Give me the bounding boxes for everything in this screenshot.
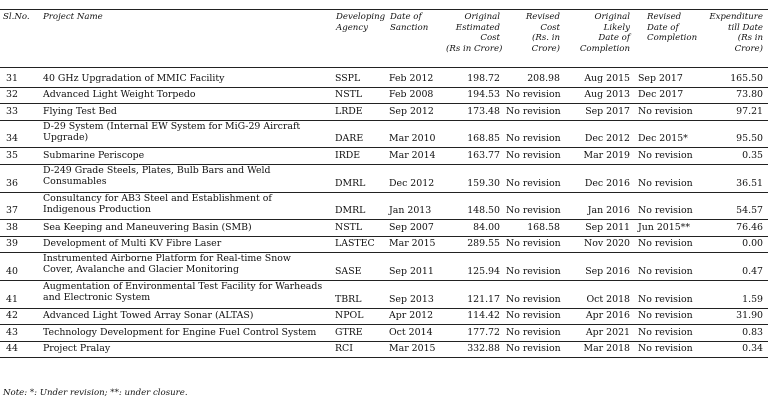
row-agency: SASE xyxy=(335,266,362,277)
row-orig-completion: Sep 2011 xyxy=(585,221,630,233)
row-revised-cost: 208.98 xyxy=(527,72,560,84)
row-revised-cost: No revision xyxy=(506,105,561,117)
row-sanction: Dec 2012 xyxy=(389,177,435,189)
row-agency: TBRL xyxy=(335,293,362,305)
row-project-name: Advanced Light Weight Torpedo xyxy=(43,89,196,101)
row-expenditure: 0.34 xyxy=(742,343,763,355)
row-expenditure: 97.21 xyxy=(736,105,763,117)
row-sl-no: 35 xyxy=(6,150,18,161)
row-revised-completion: No revision xyxy=(638,205,693,217)
header-original-likely-date-of-completion: Likely xyxy=(603,22,630,33)
header-original-estimated-cost: Original xyxy=(464,12,500,22)
header-date-of-sanction: Date of xyxy=(390,12,422,22)
header-expenditure-till-date: Crore) xyxy=(734,43,763,54)
header-expenditure-till-date: (Rs in xyxy=(737,33,763,44)
row-agency: DMRL xyxy=(335,177,366,189)
row-orig-cost: 84.00 xyxy=(473,221,500,233)
row-project-name: Augmentation of Environmental Test Facility for Warheads xyxy=(43,281,323,292)
header-original-likely-date-of-completion: Date of xyxy=(598,33,630,44)
row-revised-cost: No revision xyxy=(506,89,561,101)
row-expenditure: 36.51 xyxy=(736,177,763,189)
row-revised-completion: No revision xyxy=(638,238,693,250)
row-expenditure: 76.46 xyxy=(736,221,763,233)
header-revised-cost: Cost xyxy=(540,22,560,33)
row-revised-completion: No revision xyxy=(638,343,693,355)
header-revised-cost: Revised xyxy=(525,12,560,22)
row-agency: SSPL xyxy=(335,72,361,84)
row-orig-completion: Mar 2018 xyxy=(583,343,630,355)
row-orig-cost: 177.72 xyxy=(467,326,500,338)
row-orig-completion: Apr 2021 xyxy=(585,326,630,338)
row-orig-cost: 332.88 xyxy=(467,343,500,355)
row-sl-no: 33 xyxy=(6,105,18,117)
row-orig-cost: 289.55 xyxy=(467,238,500,250)
row-project-name: Flying Test Bed xyxy=(43,105,117,117)
row-orig-completion: Jan 2016 xyxy=(587,205,630,217)
row-rule xyxy=(0,324,768,325)
row-sanction: Feb 2008 xyxy=(389,89,434,101)
header-revised-date-of-completion: Revised xyxy=(647,12,682,22)
row-sanction: Feb 2012 xyxy=(389,72,434,84)
row-sanction: Oct 2014 xyxy=(389,326,433,338)
row-revised-cost: No revision xyxy=(506,177,561,189)
row-revised-cost: No revision xyxy=(506,133,561,145)
row-orig-cost: 148.50 xyxy=(467,205,500,217)
row-revised-completion: Sep 2017 xyxy=(638,72,683,84)
row-expenditure: 0.83 xyxy=(742,326,763,338)
row-revised-cost: No revision xyxy=(506,266,561,277)
row-revised-cost: No revision xyxy=(506,310,561,322)
row-expenditure: 73.80 xyxy=(736,89,763,101)
row-revised-cost: 168.58 xyxy=(527,221,560,233)
row-sl-no: 40 xyxy=(6,266,18,277)
header-developing-agency: Developing xyxy=(336,12,386,22)
row-rule xyxy=(0,103,768,104)
header-expenditure-till-date: till Date xyxy=(728,22,763,33)
row-orig-completion: Oct 2018 xyxy=(586,293,630,305)
row-project-name: Project Pralay xyxy=(43,343,111,355)
row-rule xyxy=(0,219,768,220)
row-project-name: Consumables xyxy=(43,176,107,187)
row-agency: NPOL xyxy=(335,310,364,322)
table-note: Note: *: Under revision; **: under closure. xyxy=(3,388,188,398)
header-original-estimated-cost: Cost xyxy=(480,33,500,44)
row-project-name: and Electronic System xyxy=(43,292,151,303)
row-revised-completion: No revision xyxy=(638,326,693,338)
row-sanction: Apr 2012 xyxy=(389,310,434,322)
header-revised-date-of-completion: Completion xyxy=(647,33,698,44)
row-orig-cost: 163.77 xyxy=(467,150,500,161)
row-orig-completion: Aug 2015 xyxy=(584,72,630,84)
row-sl-no: 39 xyxy=(6,238,18,250)
row-sanction: Mar 2015 xyxy=(389,343,436,355)
row-orig-cost: 121.17 xyxy=(467,293,500,305)
row-sanction: Sep 2011 xyxy=(389,266,434,277)
row-revised-completion: No revision xyxy=(638,293,693,305)
row-revised-cost: No revision xyxy=(506,343,561,355)
row-orig-completion: Mar 2019 xyxy=(583,150,630,161)
row-revised-cost: No revision xyxy=(506,238,561,250)
row-rule xyxy=(0,236,768,237)
row-agency: NSTL xyxy=(335,89,363,101)
row-agency: DMRL xyxy=(335,205,366,217)
row-revised-completion: Dec 2017 xyxy=(638,89,684,101)
row-revised-cost: No revision xyxy=(506,293,561,305)
row-sanction: Sep 2013 xyxy=(389,293,434,305)
row-expenditure: 31.90 xyxy=(736,310,763,322)
row-orig-cost: 125.94 xyxy=(467,266,500,277)
row-expenditure: 0.00 xyxy=(742,238,763,250)
row-revised-completion: No revision xyxy=(638,105,693,117)
row-sanction: Mar 2014 xyxy=(389,150,436,161)
row-project-name: Development of Multi KV Fibre Laser xyxy=(43,238,222,250)
row-project-name: Cover, Avalanche and Glacier Monitoring xyxy=(43,264,239,276)
row-revised-completion: No revision xyxy=(638,177,693,189)
header-top-rule xyxy=(0,9,768,10)
row-agency: NSTL xyxy=(335,221,363,233)
row-project-name: Consultancy for AB3 Steel and Establishment of xyxy=(43,192,272,204)
header-project-name: Project Name xyxy=(43,12,103,22)
row-orig-completion: Sep 2016 xyxy=(585,266,630,277)
row-sl-no: 36 xyxy=(6,177,18,189)
row-orig-completion: Apr 2016 xyxy=(585,310,630,322)
row-rule xyxy=(0,308,768,309)
row-project-name: D-29 System (Internal EW System for MiG-29 Aircraft xyxy=(43,120,301,132)
row-sanction: Jan 2013 xyxy=(389,205,432,217)
row-agency: GTRE xyxy=(335,326,363,338)
row-sl-no: 31 xyxy=(6,72,18,84)
row-project-name: Advanced Light Towed Array Sonar (ALTAS) xyxy=(43,310,254,322)
row-revised-cost: No revision xyxy=(506,326,561,338)
row-orig-cost: 173.48 xyxy=(467,105,500,117)
row-project-name: Instrumented Airborne Platform for Real-time Snow xyxy=(43,253,291,265)
row-rule xyxy=(0,147,768,148)
row-sl-no: 32 xyxy=(6,89,18,101)
header-expenditure-till-date: Expenditure xyxy=(709,12,763,22)
row-orig-cost: 198.72 xyxy=(467,72,500,84)
row-sanction: Mar 2015 xyxy=(389,238,436,250)
row-revised-completion: No revision xyxy=(638,150,693,161)
row-sl-no: 34 xyxy=(6,133,18,145)
row-orig-completion: Nov 2020 xyxy=(584,238,630,250)
row-revised-completion: Dec 2015* xyxy=(638,133,688,145)
row-expenditure: 0.35 xyxy=(742,150,763,161)
row-revised-completion: No revision xyxy=(638,266,693,277)
row-sl-no: 42 xyxy=(6,310,18,322)
row-revised-completion: No revision xyxy=(638,310,693,322)
header-bottom-rule xyxy=(0,67,768,68)
row-sl-no: 44 xyxy=(6,343,18,355)
row-sl-no: 38 xyxy=(6,221,18,233)
row-sanction: Mar 2010 xyxy=(389,133,436,145)
row-orig-cost: 114.42 xyxy=(467,310,500,322)
row-agency: RCI xyxy=(335,343,353,355)
row-orig-completion: Dec 2012 xyxy=(584,133,630,145)
row-sanction: Sep 2012 xyxy=(389,105,434,117)
row-project-name: 40 GHz Upgradation of MMIC Facility xyxy=(43,72,225,84)
row-orig-cost: 159.30 xyxy=(467,177,500,189)
row-project-name: Upgrade) xyxy=(43,131,89,143)
row-expenditure: 165.50 xyxy=(730,72,763,84)
row-sanction: Sep 2007 xyxy=(389,221,434,233)
row-orig-completion: Aug 2013 xyxy=(584,89,630,101)
row-rule xyxy=(0,341,768,342)
row-orig-cost: 194.53 xyxy=(467,89,500,101)
row-expenditure: 0.47 xyxy=(742,266,763,277)
row-revised-cost: No revision xyxy=(506,150,561,161)
header-revised-date-of-completion: Date of xyxy=(647,22,679,33)
row-agency: LASTEC xyxy=(335,238,375,250)
row-expenditure: 95.50 xyxy=(736,133,763,145)
header-original-likely-date-of-completion: Original xyxy=(594,12,630,22)
row-revised-completion: Jun 2015** xyxy=(638,221,691,233)
header-original-estimated-cost: (Rs in Crore) xyxy=(446,43,503,54)
row-agency: LRDE xyxy=(335,105,363,117)
header-sl-no: Sl.No. xyxy=(3,12,30,22)
row-project-name: D-249 Grade Steels, Plates, Bulb Bars and Weld xyxy=(43,165,271,176)
header-original-likely-date-of-completion: Completion xyxy=(579,43,630,54)
row-agency: DARE xyxy=(335,133,364,145)
header-developing-agency: Agency xyxy=(336,22,368,33)
row-sl-no: 41 xyxy=(6,293,18,305)
row-project-name: Sea Keeping and Maneuvering Basin (SMB) xyxy=(43,221,252,233)
row-project-name: Indigenous Production xyxy=(43,203,151,215)
row-rule xyxy=(0,87,768,88)
row-project-name: Technology Development for Engine Fuel Control System xyxy=(43,326,317,338)
row-sl-no: 43 xyxy=(6,326,18,338)
row-project-name: Submarine Periscope xyxy=(43,150,145,161)
row-rule xyxy=(0,357,768,358)
row-expenditure: 1.59 xyxy=(742,293,763,305)
row-agency: IRDE xyxy=(335,150,361,161)
header-revised-cost: (Rs. in xyxy=(532,33,560,44)
row-sl-no: 37 xyxy=(6,205,18,217)
header-original-estimated-cost: Estimated xyxy=(455,22,500,33)
row-orig-cost: 168.85 xyxy=(467,133,500,145)
row-orig-completion: Sep 2017 xyxy=(585,105,630,117)
row-orig-completion: Dec 2016 xyxy=(584,177,630,189)
header-revised-cost: Crore) xyxy=(531,43,560,54)
row-expenditure: 54.57 xyxy=(736,205,763,217)
row-revised-cost: No revision xyxy=(506,205,561,217)
header-date-of-sanction: Sanction xyxy=(390,22,429,33)
